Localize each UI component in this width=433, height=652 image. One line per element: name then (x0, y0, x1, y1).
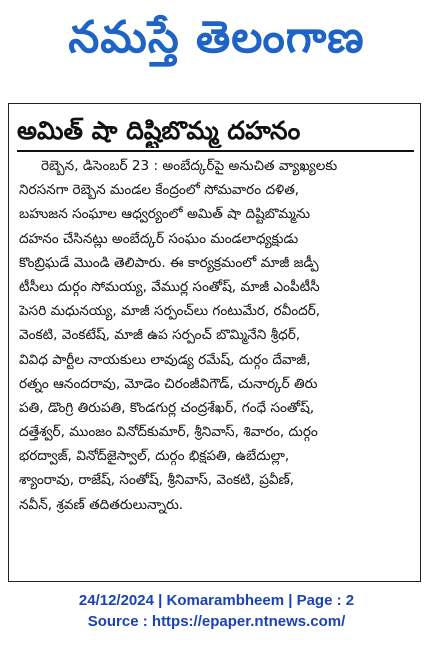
article-line: పతి, డొంగ్రి తిరుపతి, కొండగుర్ల చంద్రశేఖర్, గంధే సంతోష్, (19, 399, 315, 416)
footer-source-link: Source : https://epaper.ntnews.com/ (87, 613, 346, 630)
newspaper-title: నమస్తే తెలంగాణ (68, 12, 365, 63)
headline-divider (17, 150, 414, 152)
article-line: రెబ్బెన, డిసెంబర్ 23 : అంబేద్కర్‌పై అనుచిత వ్యాఖ్యలకు (41, 158, 338, 174)
article-line: వివిధ పార్టీల నాయకులు లావుడ్య రమేష్, దుర్గం దేవాజీ, (19, 351, 311, 368)
article-body (19, 154, 412, 517)
article-line: భరద్వాజ్, వినోద్‌జైస్వాల్, దుర్గం భిక్షపతి, ఉబేదుల్లా, (19, 448, 290, 465)
source-footer (0, 590, 433, 632)
article-line: నిరసనగా రెబ్బెన మండల కేంద్రంలో సోమవారం దళిత, (19, 182, 300, 199)
article-line: వెంకటి, వెంకటేష్, మాజీ ఉప సర్పంచ్ బొమ్మినేని శ్రీధర్, (19, 327, 301, 344)
masthead-logo (8, 6, 425, 72)
article-line: శ్యాంరావు, రాజేష్, సంతోష్, శ్రీనివాస్, వెంకటి, ప్రవీణ్, (19, 472, 295, 489)
article-line: దహనం చేసినట్లు అంబేద్కర్ సంఘం మండలాధ్యక్షుడు (19, 230, 299, 247)
article-line: టీసీలు దుర్గం సోమయ్య, వేముర్ల సంతోష్, మాజీ ఎంపీటీసీ (19, 278, 320, 295)
article-frame (8, 103, 421, 582)
article-headline: అమిత్ షా దిష్టిబొమ్మ దహనం (17, 116, 301, 145)
article-line: పెసరి మధునయ్య, మాజీ సర్పంచ్‌లు గంటుమేర, రవీందర్, (19, 303, 321, 320)
article-line: దత్తేశ్వర్, ముంజం వినోద్‌కుమార్, శ్రీనివాస్, శివారం, దుర్గం (19, 424, 318, 441)
article-line: రత్నం ఆనందరావు, మోడెం చిరంజీవిగౌడ్, చునార్కర్ తిరు (19, 375, 318, 392)
footer-date-edition: 24/12/2024 | Komarambheem | Page : 2 (78, 592, 355, 609)
article-line: కొంబ్రిఘడే మొండి తెలిపారు. ఈ కార్యక్రమంలో మాజీ జడ్పీ (19, 254, 319, 271)
article-line: నవీన్, శ్రవణ్ తదితరులున్నారు. (19, 496, 184, 513)
article-line: బహుజన సంఘాల ఆధ్వర్యంలో అమిత్ షా దిష్టిబొమ్మను (19, 206, 311, 223)
